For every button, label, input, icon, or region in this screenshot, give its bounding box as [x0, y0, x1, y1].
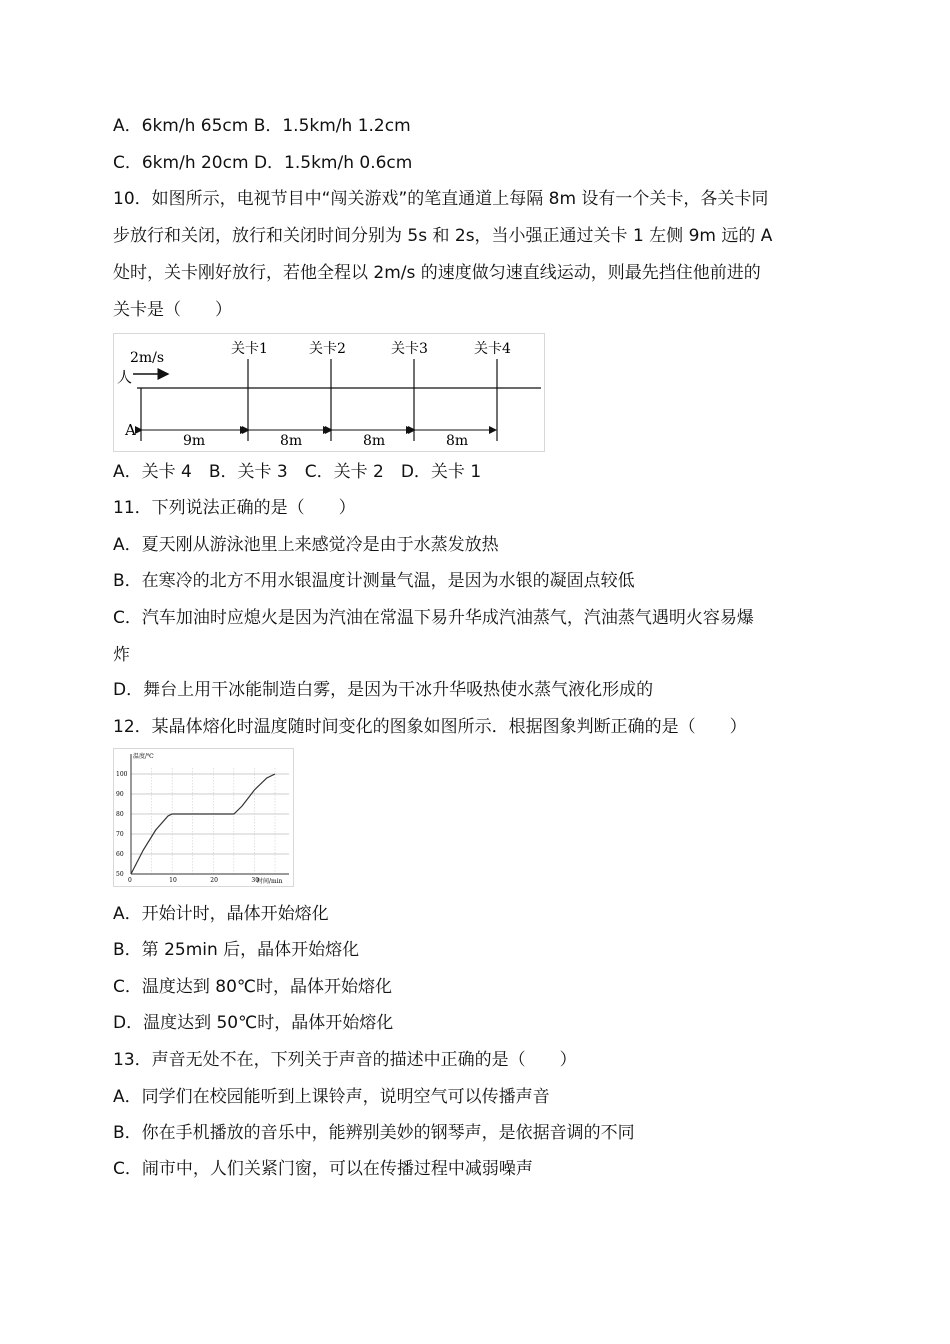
- y-axis-label: 温度/℃: [133, 753, 154, 760]
- q10-options: A．关卡 4 B．关卡 3 C．关卡 2 D．关卡 1: [113, 462, 482, 482]
- distance-3-label: 8m: [363, 433, 386, 449]
- q11-option-d: D．舞台上用干冰能制造白雾，是因为干冰升华吸热使水蒸气液化形成的: [113, 680, 654, 700]
- speed-label: 2m/s: [130, 350, 165, 366]
- distance-4-label: 8m: [446, 433, 469, 449]
- distance-1-label: 9m: [183, 433, 206, 449]
- q9-options-row1: A．6km/h 65cm B．1.5km/h 1.2cm: [113, 116, 411, 136]
- q12-option-a: A．开始计时，晶体开始熔化: [113, 904, 329, 924]
- gate-4-label: 关卡4: [474, 341, 511, 357]
- y-tick-label: 50: [116, 871, 124, 878]
- y-tick-label: 70: [116, 831, 124, 838]
- q11-option-c-line2: 炸: [113, 645, 130, 665]
- q11-option-a: A．夏天刚从游泳池里上来感觉冷是由于水蒸发放热: [113, 535, 499, 555]
- q9-options-row2: C．6km/h 20cm D．1.5km/h 0.6cm: [113, 153, 413, 173]
- q11-option-b: B．在寒冷的北方不用水银温度计测量气温，是因为水银的凝固点较低: [113, 571, 635, 591]
- q10-stem-line3: 处时，关卡刚好放行，若他全程以 2m/s 的速度做匀速直线运动，则最先挡住他前进的: [113, 263, 761, 283]
- gate-3-label: 关卡3: [391, 341, 428, 357]
- y-tick-label: 90: [116, 791, 124, 798]
- q13-option-c: C．闹市中，人们关紧门窗，可以在传播过程中减弱噪声: [113, 1159, 533, 1179]
- q13-option-a: A．同学们在校园能听到上课铃声，说明空气可以传播声音: [113, 1087, 550, 1107]
- y-tick-label: 80: [116, 811, 124, 818]
- x-tick-label: 0: [128, 877, 132, 884]
- gate-2-label: 关卡2: [309, 341, 346, 357]
- q13-option-b: B．你在手机播放的音乐中，能辨别美妙的钢琴声，是依据音调的不同: [113, 1123, 635, 1143]
- melting-curve: [131, 774, 275, 874]
- x-tick-label: 30: [251, 877, 260, 884]
- q12-option-c: C．温度达到 80℃时，晶体开始熔化: [113, 977, 392, 997]
- q11-stem: 11．下列说法正确的是（ ）: [113, 498, 356, 518]
- q10-stem-line1: 10．如图所示，电视节目中“闯关游戏”的笔直通道上每隔 8m 设有一个关卡，各关卡同: [113, 189, 769, 209]
- q11-option-c-line1: C．汽车加油时应熄火是因为汽油在常温下易升华成汽油蒸气，汽油蒸气遇明火容易爆: [113, 608, 754, 628]
- y-tick-label: 100: [116, 771, 128, 778]
- q12-stem: 12．某晶体熔化时温度随时间变化的图象如图所示．根据图象判断正确的是（ ）: [113, 717, 747, 737]
- q13-stem: 13．声音无处不在，下列关于声音的描述中正确的是（ ）: [113, 1050, 577, 1070]
- x-axis-label: 时间/min: [257, 878, 283, 885]
- gate-1-label: 关卡1: [231, 341, 268, 357]
- point-a-label: A: [125, 421, 136, 439]
- person-label: 人: [117, 368, 133, 386]
- q12-melting-chart: [113, 748, 295, 893]
- chart-border: [114, 749, 294, 887]
- x-tick-label: 10: [169, 877, 177, 884]
- q10-stem-line4: 关卡是（ ）: [113, 300, 232, 320]
- q10-gate-figure: [113, 333, 547, 458]
- distance-2-label: 8m: [280, 433, 303, 449]
- x-tick-label: 20: [210, 877, 218, 884]
- q12-option-b: B．第 25min 后，晶体开始熔化: [113, 940, 360, 960]
- y-tick-label: 60: [116, 851, 124, 858]
- q10-stem-line2: 步放行和关闭，放行和关闭时间分别为 5s 和 2s，当小强正通过关卡 1 左侧 9m 远的 A: [113, 226, 773, 246]
- q12-option-d: D．温度达到 50℃时，晶体开始熔化: [113, 1013, 394, 1033]
